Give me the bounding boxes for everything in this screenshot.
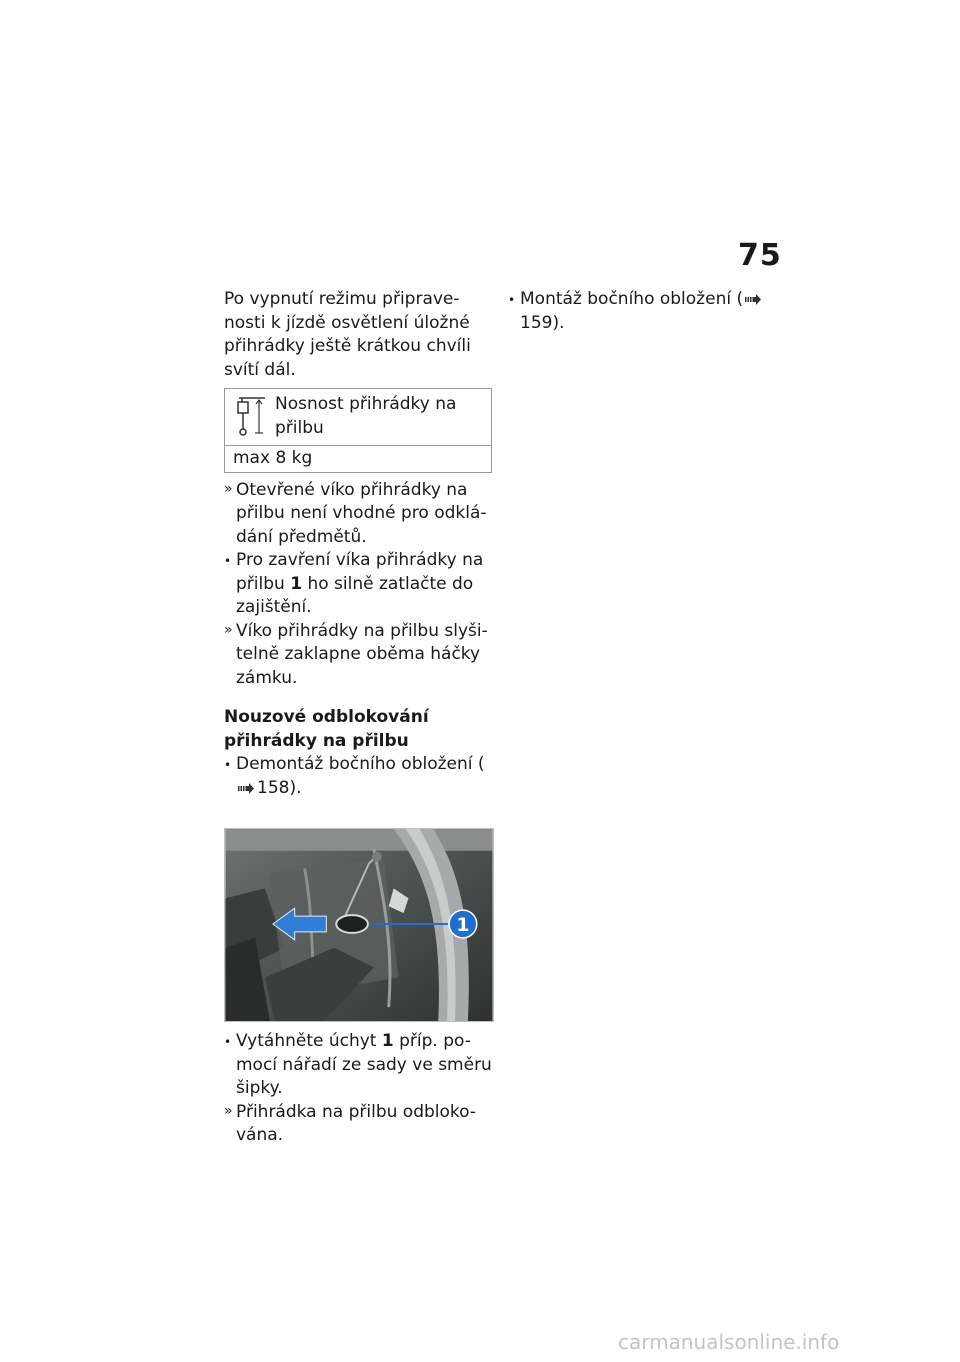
bullet-marker: • (224, 758, 232, 772)
callout-reference: 1 (290, 573, 303, 594)
spec-value: max 8 kg (233, 448, 313, 468)
footer-watermark: carmanualsonline.info (618, 1330, 840, 1354)
list-item (224, 549, 494, 620)
result-marker: » (224, 1102, 233, 1119)
item-text: ). (552, 312, 565, 333)
bullet-marker: • (508, 293, 516, 307)
spec-table-header (225, 389, 491, 446)
section-heading: Nouzové odblokování přihrádky na přilbu (224, 707, 429, 751)
list-item (224, 753, 494, 800)
result-marker: » (224, 480, 233, 497)
item-text: Vytáhněte úchyt (236, 1031, 377, 1051)
spec-title: Nosnost přihrádky na přilbu (275, 394, 457, 438)
weight-load-icon (235, 393, 269, 439)
bullet-marker: • (224, 554, 232, 568)
page-reference-arrow-icon (238, 783, 254, 794)
item-text: příp. po-mocí nářadí ze sady ve směru šipky. (236, 1031, 492, 1098)
bullet-marker: • (224, 1035, 232, 1049)
page-reference[interactable]: 159 (520, 312, 553, 333)
list-item (224, 1030, 494, 1101)
intro-paragraph: Po vypnutí režimu připrave-nosti k jízdě osvětlení úložné přihrádky ještě krátkou chvíli svítí dál. (224, 289, 471, 380)
page-reference-arrow-icon (745, 294, 761, 305)
spec-table (224, 388, 492, 473)
left-column (224, 288, 494, 1148)
item-text: Víko přihrádky na přilbu slyši-telně zaklapne oběma háčky zámku. (236, 620, 488, 688)
item-text: ho silně zatlačte do zajištění. (236, 573, 474, 617)
list-item (224, 1101, 494, 1148)
list-item (508, 288, 768, 335)
item-text: ). (289, 777, 302, 798)
callout-reference: 1 (381, 1031, 394, 1051)
item-text: Montáž bočního obložení ( (520, 289, 744, 309)
photo-callout-label: 1 (456, 914, 470, 936)
result-marker: » (224, 621, 233, 638)
item-text: Demontáž bočního obložení ( (236, 754, 485, 774)
page-reference[interactable]: 158 (257, 777, 290, 798)
helmet-compartment-photo (224, 828, 494, 1022)
right-column (508, 288, 768, 335)
list-item (224, 620, 494, 691)
list-item (224, 479, 494, 550)
item-text: Otevřené víko přihrádky na přilbu není vhodné pro odklá-dání předmětů. (236, 479, 487, 547)
page-number: 75 (738, 238, 782, 273)
item-text: Přihrádka na přilbu odbloko-vána. (236, 1101, 476, 1145)
item-text: Pro zavření víka přihrádky na přilbu (236, 550, 484, 594)
